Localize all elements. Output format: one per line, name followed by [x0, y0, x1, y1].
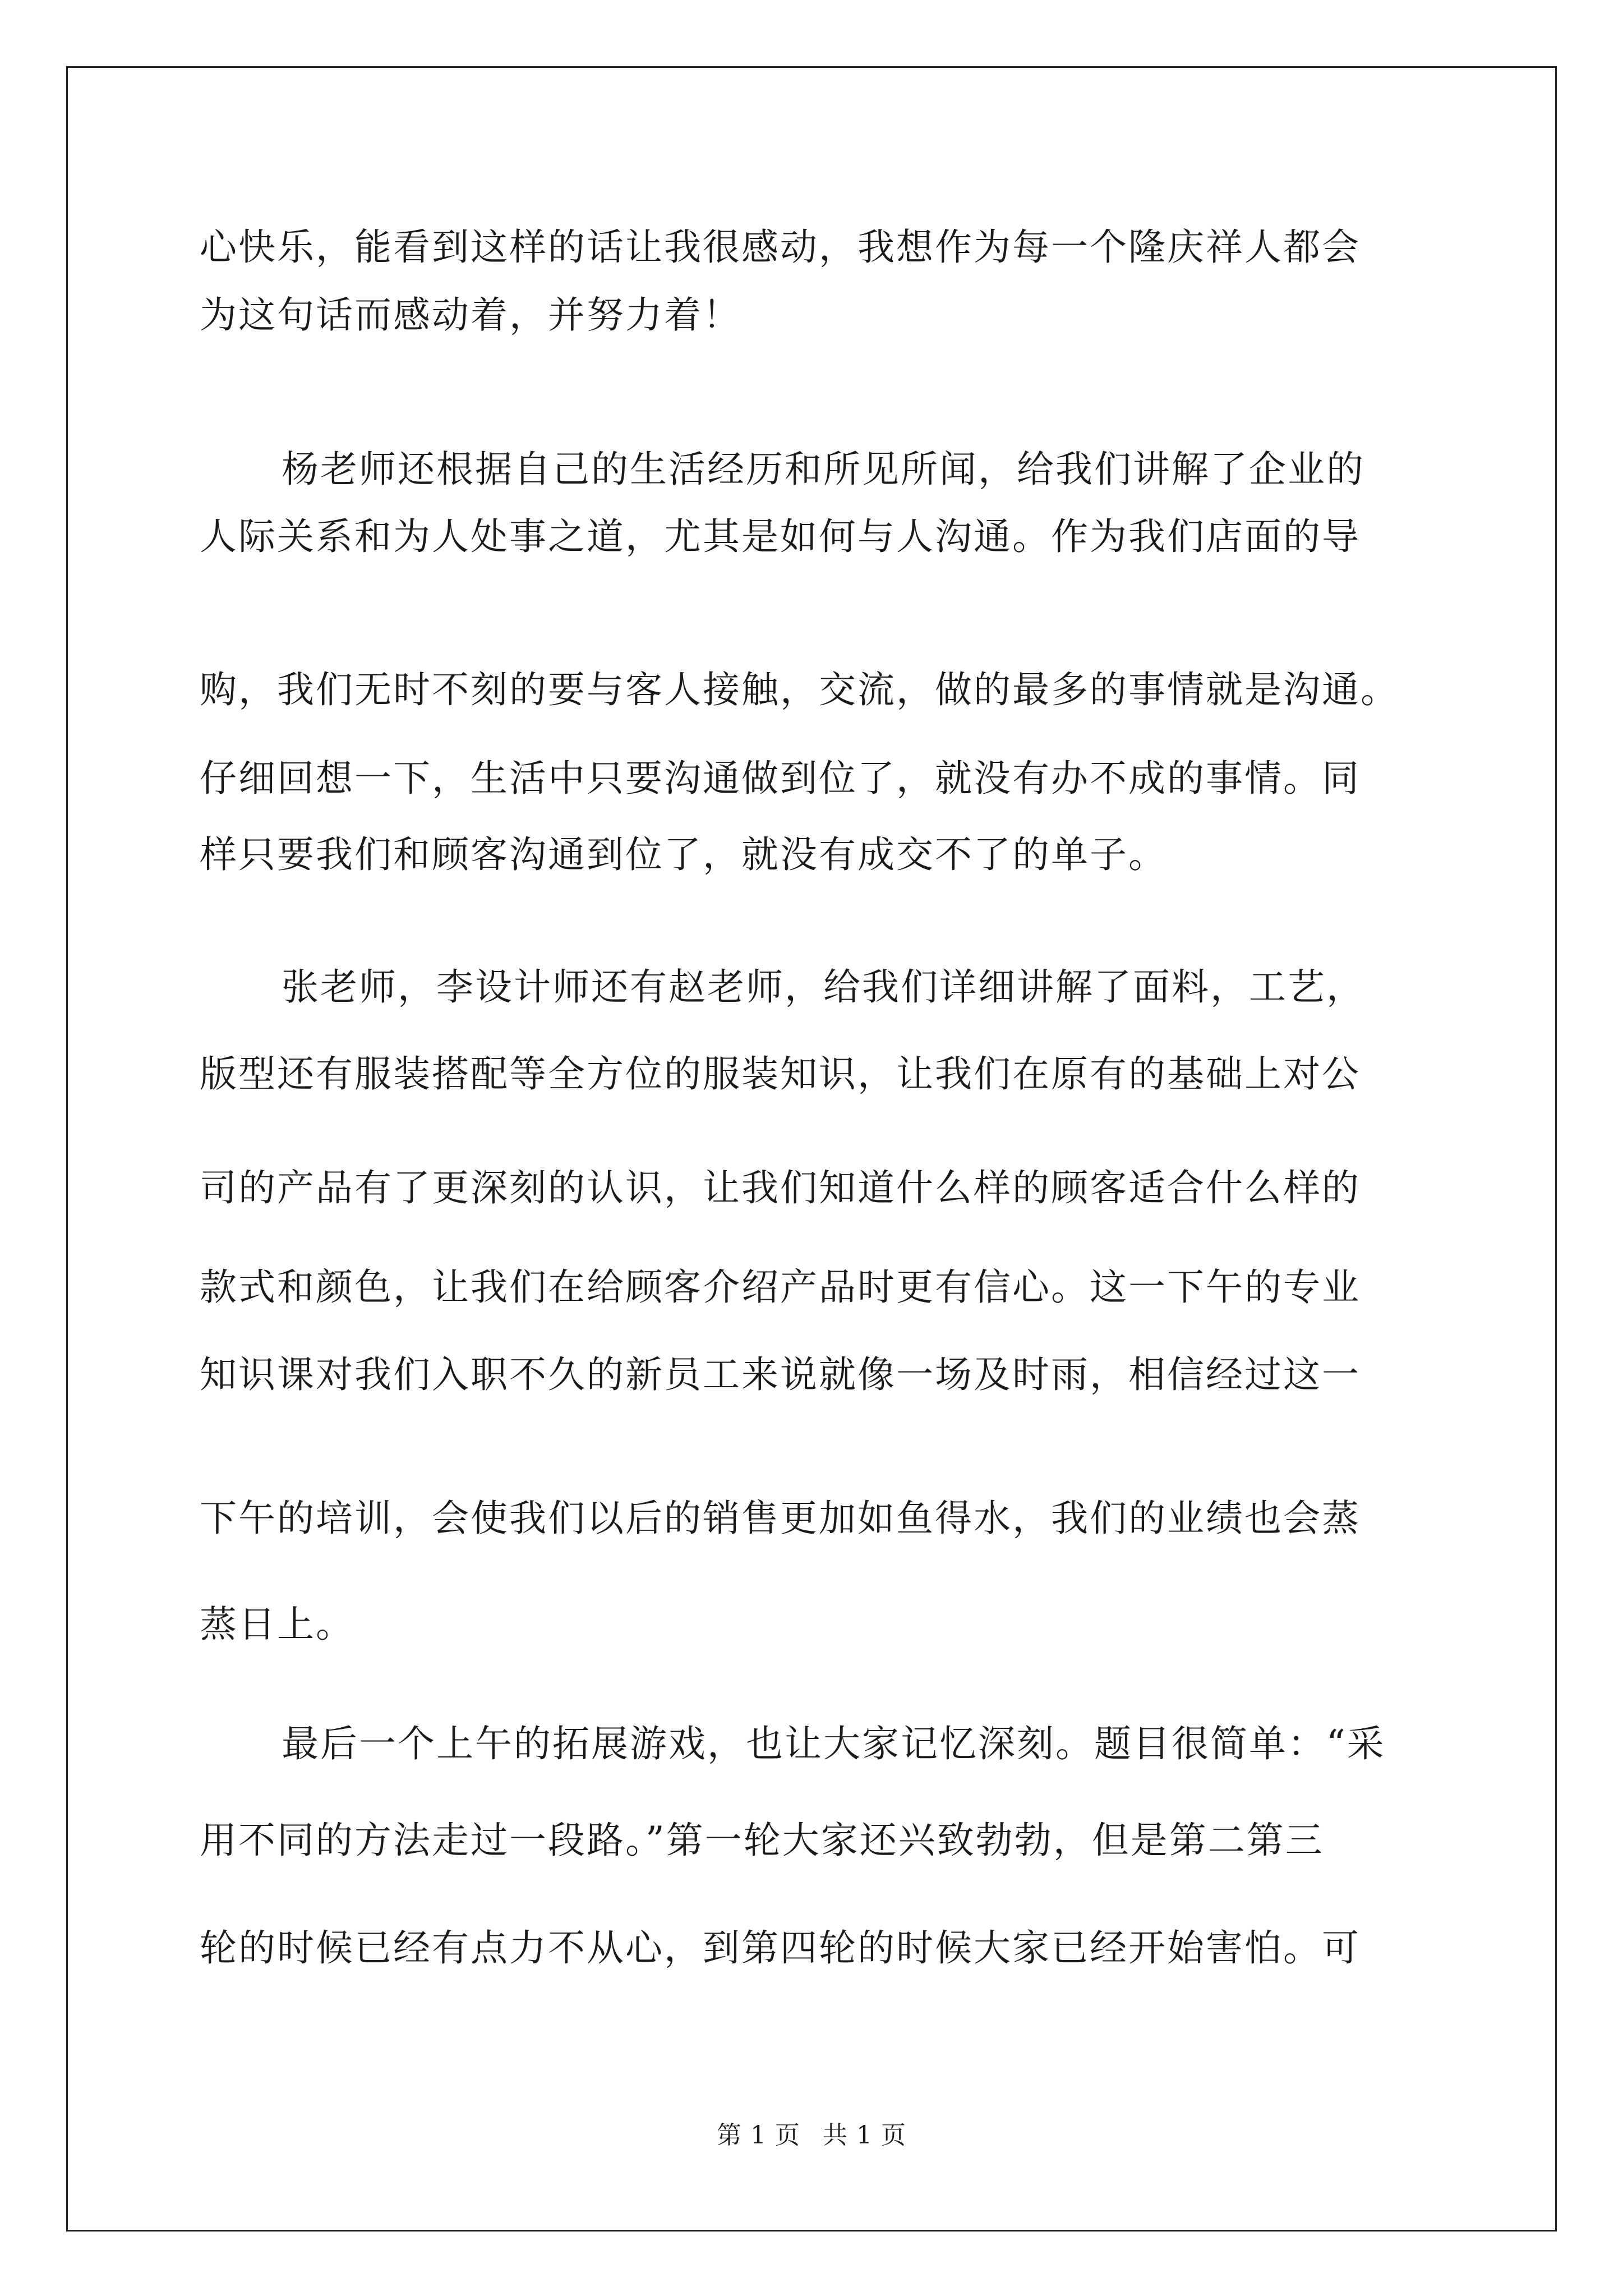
text-line: 杨老师还根据自己的生活经历和所见所闻，给我们讲解了企业的 — [282, 448, 1365, 491]
text-line: 最后一个上午的拓展游戏，也让大家记忆深刻。题目很简单：“采 — [282, 1722, 1386, 1765]
text-line: 张老师，李设计师还有赵老师，给我们详细讲解了面料，工艺， — [282, 965, 1365, 1009]
page-border — [66, 66, 1557, 2231]
text-line: 下午的培训，会使我们以后的销售更加如鱼得水，我们的业绩也会蒸 — [200, 1497, 1361, 1540]
text-line: 样只要我们和顾客沟通到位了，就没有成交不了的单子。 — [200, 833, 1167, 876]
page-total: 共 1 页 — [823, 2121, 906, 2150]
text-line: 仔细回想一下，生活中只要沟通做到位了，就没有办不成的事情。同 — [200, 757, 1361, 800]
text-line: 蒸日上。 — [200, 1603, 354, 1646]
text-line: 版型还有服装搭配等全方位的服装知识，让我们在原有的基础上对公 — [200, 1052, 1361, 1096]
text-line: 心快乐，能看到这样的话让我很感动，我想作为每一个隆庆祥人都会 — [200, 226, 1361, 269]
page-number: 第 1 页 — [717, 2121, 800, 2150]
text-line: 人际关系和为人处事之道，尤其是如何与人沟通。作为我们店面的导 — [200, 515, 1361, 558]
page-footer — [0, 2120, 1623, 2151]
text-line: 轮的时候已经有点力不从心，到第四轮的时候大家已经开始害怕。可 — [200, 1926, 1361, 1970]
text-line: 购，我们无时不刻的要与客人接触，交流，做的最多的事情就是沟通。 — [200, 668, 1399, 711]
text-line: 知识课对我们入职不久的新员工来说就像一场及时雨，相信经过这一 — [200, 1353, 1361, 1396]
text-line: 用不同的方法走过一段路。”第一轮大家还兴致勃勃，但是第二第三 — [200, 1819, 1324, 1862]
text-line: 款式和颜色，让我们在给顾客介绍产品时更有信心。这一下午的专业 — [200, 1266, 1361, 1309]
text-line: 为这句话而感动着，并努力着！ — [200, 293, 741, 337]
text-line: 司的产品有了更深刻的认识，让我们知道什么样的顾客适合什么样的 — [200, 1166, 1361, 1209]
